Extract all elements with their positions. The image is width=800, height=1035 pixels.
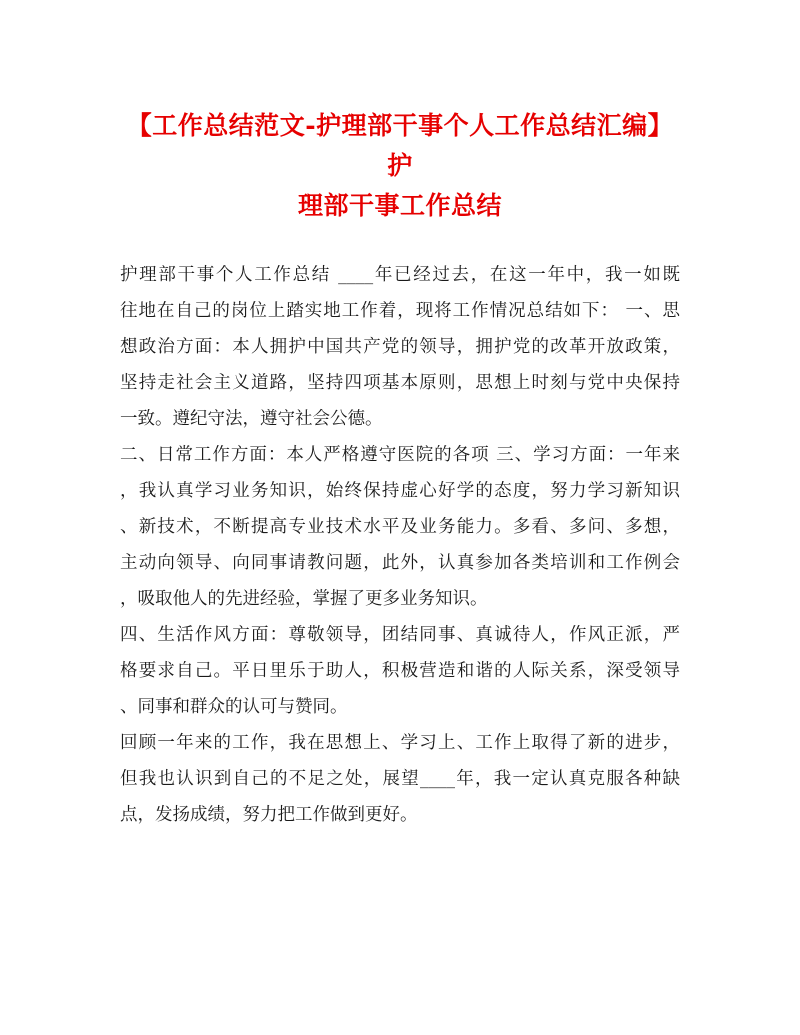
body-line: ，我认真学习业务知识，始终保持虚心好学的态度，努力学习新知识 [120, 481, 680, 501]
body-line: 想政治方面：本人拥护中国共产党的领导，拥护党的改革开放政策， [120, 337, 680, 357]
body-line: 、新技术，不断提高专业技术水平及业务能力。多看、多问、多想， [120, 517, 680, 537]
body-line: 、同事和群众的认可与赞同。 [120, 697, 348, 717]
body-line: 护理部干事个人工作总结 ____年已经过去，在这一年中，我一如既 [120, 265, 680, 285]
document-title-line: 【工作总结范文-护理部干事个人工作总结汇编】 护 [126, 111, 674, 180]
body-line: 但我也认识到自己的不足之处，展望____年，我一定认真克服各种缺 [120, 769, 680, 789]
document-title [110, 106, 690, 226]
body-line: 二、日常工作方面：本人严格遵守医院的各项 三、学习方面：一年来 [120, 445, 680, 465]
body-line: 点，发扬成绩，努力把工作做到更好。 [120, 805, 418, 825]
body-line: 回顾一年来的工作，我在思想上、学习上、工作上取得了新的进步， [120, 733, 680, 753]
body-line: ，吸取他人的先进经验，掌握了更多业务知识。 [120, 589, 488, 609]
body-line: 往地在自己的岗位上踏实地工作着，现将工作情况总结如下： 一、思 [120, 301, 680, 321]
document-body [120, 257, 680, 833]
body-line: 一致。遵纪守法，遵守社会公德。 [120, 409, 383, 429]
body-line: 格要求自己。平日里乐于助人，积极营造和谐的人际关系，深受领导 [120, 661, 680, 681]
body-line: 四、生活作风方面：尊敬领导，团结同事、真诚待人，作风正派，严 [120, 625, 680, 645]
body-line: 坚持走社会主义道路，坚持四项基本原则，思想上时刻与党中央保持 [120, 373, 680, 393]
body-line: 主动向领导、向同事请教问题，此外，认真参加各类培训和工作例会 [120, 553, 680, 573]
document-title-line: 理部干事工作总结 [297, 191, 502, 220]
